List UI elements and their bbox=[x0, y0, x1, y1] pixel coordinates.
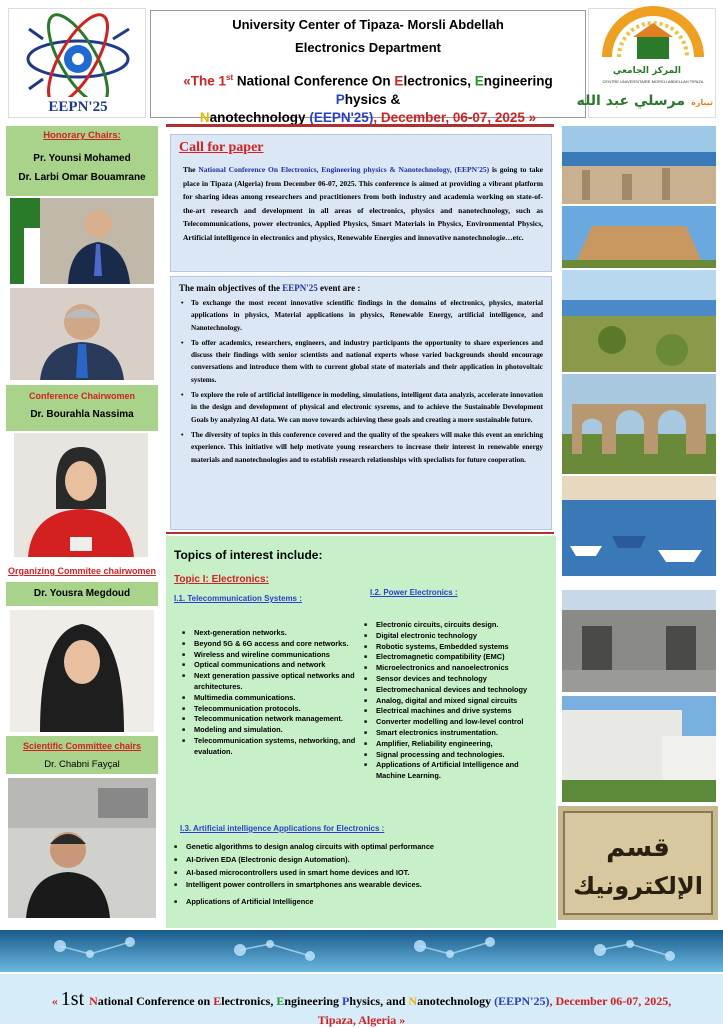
landscape-icon bbox=[562, 126, 716, 204]
call-for-paper-box bbox=[170, 134, 552, 272]
telecom-heading: I.1. Telecommunication Systems : bbox=[174, 594, 302, 603]
photo-coast bbox=[562, 270, 716, 372]
call-for-paper-text: The National Conference On Electronics, Engineering physics & Nanotechnology, (EEPN'25) is going to take place in Tipaza (Algeria) from December 06-07, 2025. This conference is aimed at providing a vibrant platform for sharing ideas among researchers and practitioners from both industry and academia working on state-of-the-art research and development in all areas of electronics, physics and nanotechnology, such as Telecommunications, power electronics, Applied Physics, Smart Materials in Physics, Environmental Physics, Artificial intelligence in electronics and physics, Renewable Energies and innovative nanotechnologie…etc. bbox=[183, 165, 543, 242]
topic-item: ■ Telecommunication systems, networking, and evaluation. bbox=[180, 736, 362, 758]
logo-arabic-1: المركز الجامعي bbox=[612, 66, 681, 76]
photo-younsi bbox=[10, 198, 154, 284]
topic-item: ■ Electrical machines and drive systems bbox=[362, 706, 548, 717]
topic-item: ■ Applications of Artificial Intelligence and Machine Learning. bbox=[362, 760, 548, 782]
topic-item: ■ Next generation passive optical networks and architectures. bbox=[180, 671, 362, 693]
photo-campus-gate bbox=[562, 590, 716, 692]
photo-chabni bbox=[8, 778, 156, 918]
org-chair-name: Dr. Yousra Megdoud bbox=[33, 588, 131, 599]
honorary-name-1: Pr. Younsi Mohamed bbox=[33, 153, 131, 164]
topic-item: ■ Beyond 5G & 6G access and core networks. bbox=[180, 639, 362, 650]
university-logo bbox=[576, 8, 716, 118]
objective-item: • To exchange the most recent innovative scientific findings in the domains of electronics, physics, material applications in physics, Material applications in physics, Renewable Energy, artificial intelligence, and Nanotechnology. bbox=[179, 297, 543, 334]
objectives-title: The main objectives of the EEPN'25 event are : bbox=[179, 283, 361, 293]
topic-item: ■ Converter modelling and low-level control bbox=[362, 717, 548, 728]
department-name: Electronics Department bbox=[295, 40, 441, 55]
power-electronics-list bbox=[362, 620, 548, 782]
topics-box bbox=[166, 536, 556, 928]
topic-item: ■ Telecommunication protocols. bbox=[180, 704, 362, 715]
call-for-paper-title: Call for paper bbox=[179, 140, 264, 155]
objective-item: • To offer academics, researchers, engineers, and industry participants the opportunity to share experiences and discuss their findings with senior scientists and national experts whose varied backgrounds should encourage conversations and introduce them with to current global state of materials and their application in photovoltaic systems. bbox=[179, 337, 543, 386]
honorary-chairs-box bbox=[6, 126, 158, 196]
divider-top bbox=[166, 124, 554, 127]
logo-arabic-2: مرسلي عبد الله bbox=[576, 93, 685, 109]
honorary-chairs-title: Honorary Chairs: bbox=[43, 130, 121, 141]
chairwomen-box bbox=[6, 385, 158, 431]
topic-item: ■ Next-generation networks. bbox=[180, 628, 362, 639]
portrait-icon bbox=[10, 610, 154, 732]
photo-roman-ruins bbox=[562, 126, 716, 204]
topic-item: ■ Optical communications and network bbox=[180, 660, 362, 671]
topic-item: ■ Digital electronic technology bbox=[362, 631, 548, 642]
topic-item: ■ Sensor devices and technology bbox=[362, 674, 548, 685]
portrait-icon bbox=[8, 778, 156, 918]
topic-item: ■ Telecommunication network management. bbox=[180, 714, 362, 725]
topic-item: ■ Robotic systems, Embedded systems bbox=[362, 642, 548, 653]
eepn-logo-text: EEPN'25 bbox=[48, 99, 108, 115]
footer bbox=[0, 974, 723, 1027]
objectives-list bbox=[179, 297, 543, 466]
conference-title: «The 1st National Conference On Electronics, Engineering Physics & Nanotechnology (EEPN'25), December, 06-07, 2025 » bbox=[183, 73, 553, 125]
footer-place: Tipaza, Algeria » bbox=[317, 1013, 406, 1027]
scientific-committee-box bbox=[6, 736, 158, 774]
landscape-icon bbox=[562, 270, 716, 372]
topic-item: ■ Microelectronics and nanoelectronics bbox=[362, 663, 548, 674]
logo-arabic-3: تيبازة bbox=[691, 98, 713, 107]
topics-title: Topics of interest include: bbox=[174, 548, 323, 562]
topic-item: ■ Wireless and wireline communications bbox=[180, 650, 362, 661]
objective-item: • To explore the role of artificial intelligence in modeling, simulations, intelligent data analyzis, accelerate innovation in the design and development of physical and electronic sysrems, and to achieve the Sustainable Development Goals by analyzing AI data. We can move towards achieving these goals and creating a more sustainable future. bbox=[179, 389, 543, 426]
chairwomen-title: Conference Chairwomen bbox=[28, 391, 136, 401]
topic-item: ■ Multimedia communications. bbox=[180, 693, 362, 704]
topic-item: ■ Electromechanical devices and technology bbox=[362, 685, 548, 696]
topic-item: ■ Smart electronics instrumentation. bbox=[362, 728, 548, 739]
topic-item: ■ Applications of Artificial Intelligence bbox=[172, 897, 542, 908]
topic-item: ■ Intelligent power controllers in smartphones ans wearable devices. bbox=[172, 880, 542, 891]
topic-item: ■ AI-Driven EDA (Electronic design Automation). bbox=[172, 855, 542, 866]
department-sign bbox=[558, 806, 718, 920]
portrait-icon bbox=[10, 288, 154, 380]
landscape-icon bbox=[562, 374, 716, 474]
org-chair-box bbox=[6, 582, 158, 606]
topic-item: ■ Analog, digital and mixed signal circuits bbox=[362, 696, 548, 707]
objective-item: • The diversity of topics in this conference covered and the quality of the speakers will make this event an enriching experience. This initiative will help motivate young researchers to increase their interest in renewable energy materials and nanotechnologies and to establish research relationships with specialists for future cooperation. bbox=[179, 429, 543, 466]
scientific-committee-title: Scientific Committee chairs bbox=[22, 741, 142, 751]
photo-bourahla bbox=[14, 433, 148, 557]
power-electronics-heading: I.2. Power Electronics : bbox=[370, 588, 458, 597]
photo-mausoleum bbox=[562, 206, 716, 268]
honorary-name-2: Dr. Larbi Omar Bouamrane bbox=[18, 172, 146, 183]
eepn-logo-graphic bbox=[9, 9, 147, 119]
molecule-banner bbox=[0, 930, 723, 972]
sign-text-2: الإلكترونيك bbox=[573, 872, 703, 900]
building-icon bbox=[562, 590, 716, 692]
photo-bouamrane bbox=[10, 288, 154, 380]
eepn-logo bbox=[8, 8, 146, 118]
chairwomen-name: Dr. Bourahla Nassima bbox=[30, 409, 134, 420]
ai-applications-list bbox=[172, 842, 542, 908]
topic-item: ■ Signal processing and technologies. bbox=[362, 750, 548, 761]
photo-harbor bbox=[562, 476, 716, 576]
sign-text-1: قسم bbox=[606, 833, 670, 863]
topic-item: ■ Modeling and simulation. bbox=[180, 725, 362, 736]
topic-item: ■ Electromagnetic compatibility (EMC) bbox=[362, 652, 548, 663]
photo-arches bbox=[562, 374, 716, 474]
telecom-list bbox=[180, 628, 362, 758]
university-logo-graphic bbox=[576, 9, 717, 119]
topic-item: ■ AI-based microcontrollers used in smart home devices and IOT. bbox=[172, 868, 542, 879]
portrait-icon bbox=[10, 198, 154, 284]
org-chair-title-box bbox=[6, 566, 158, 580]
molecule-banner-graphic bbox=[0, 930, 723, 972]
landscape-icon bbox=[562, 476, 716, 576]
topic-item: ■ Genetic algorithms to design analog circuits with optimal performance bbox=[172, 842, 542, 853]
divider-middle bbox=[166, 532, 554, 534]
scientific-committee-name: Dr. Chabni Fayçal bbox=[44, 759, 120, 770]
conference-name: National Conference On Electronics, Engineering physics & Nanotechnology, (EEPN'25) bbox=[198, 165, 490, 174]
portrait-icon bbox=[14, 433, 148, 557]
header-title-box bbox=[150, 10, 586, 125]
photo-megdoud bbox=[10, 610, 154, 732]
logo-french: CENTRE UNIVERSITAIRE MORSLI ABDELLAH TIPAZA bbox=[602, 79, 704, 84]
topic-item: ■ Electronic circuits, circuits design. bbox=[362, 620, 548, 631]
ai-applications-heading: I.3. Artificial intelligence Applications for Electronics : bbox=[180, 824, 385, 833]
topic-1-title: Topic I: Electronics: bbox=[174, 574, 269, 585]
building-icon bbox=[562, 696, 716, 802]
org-chair-title: Organizing Commitee chairwomen bbox=[7, 566, 157, 576]
landscape-icon bbox=[562, 206, 716, 268]
photo-campus-building bbox=[562, 696, 716, 802]
university-name: University Center of Tipaza- Morsli Abdellah bbox=[232, 17, 504, 32]
objectives-box bbox=[170, 276, 552, 530]
department-sign-graphic bbox=[558, 806, 718, 920]
topic-item: ■ Amplifier, Reliability engineering, bbox=[362, 739, 548, 750]
footer-conference-line: « 1st National Conference on Electronics, Engineering Physics, and Nanotechnology (EEPN'25), December 06-07, 2025, bbox=[51, 988, 672, 1010]
